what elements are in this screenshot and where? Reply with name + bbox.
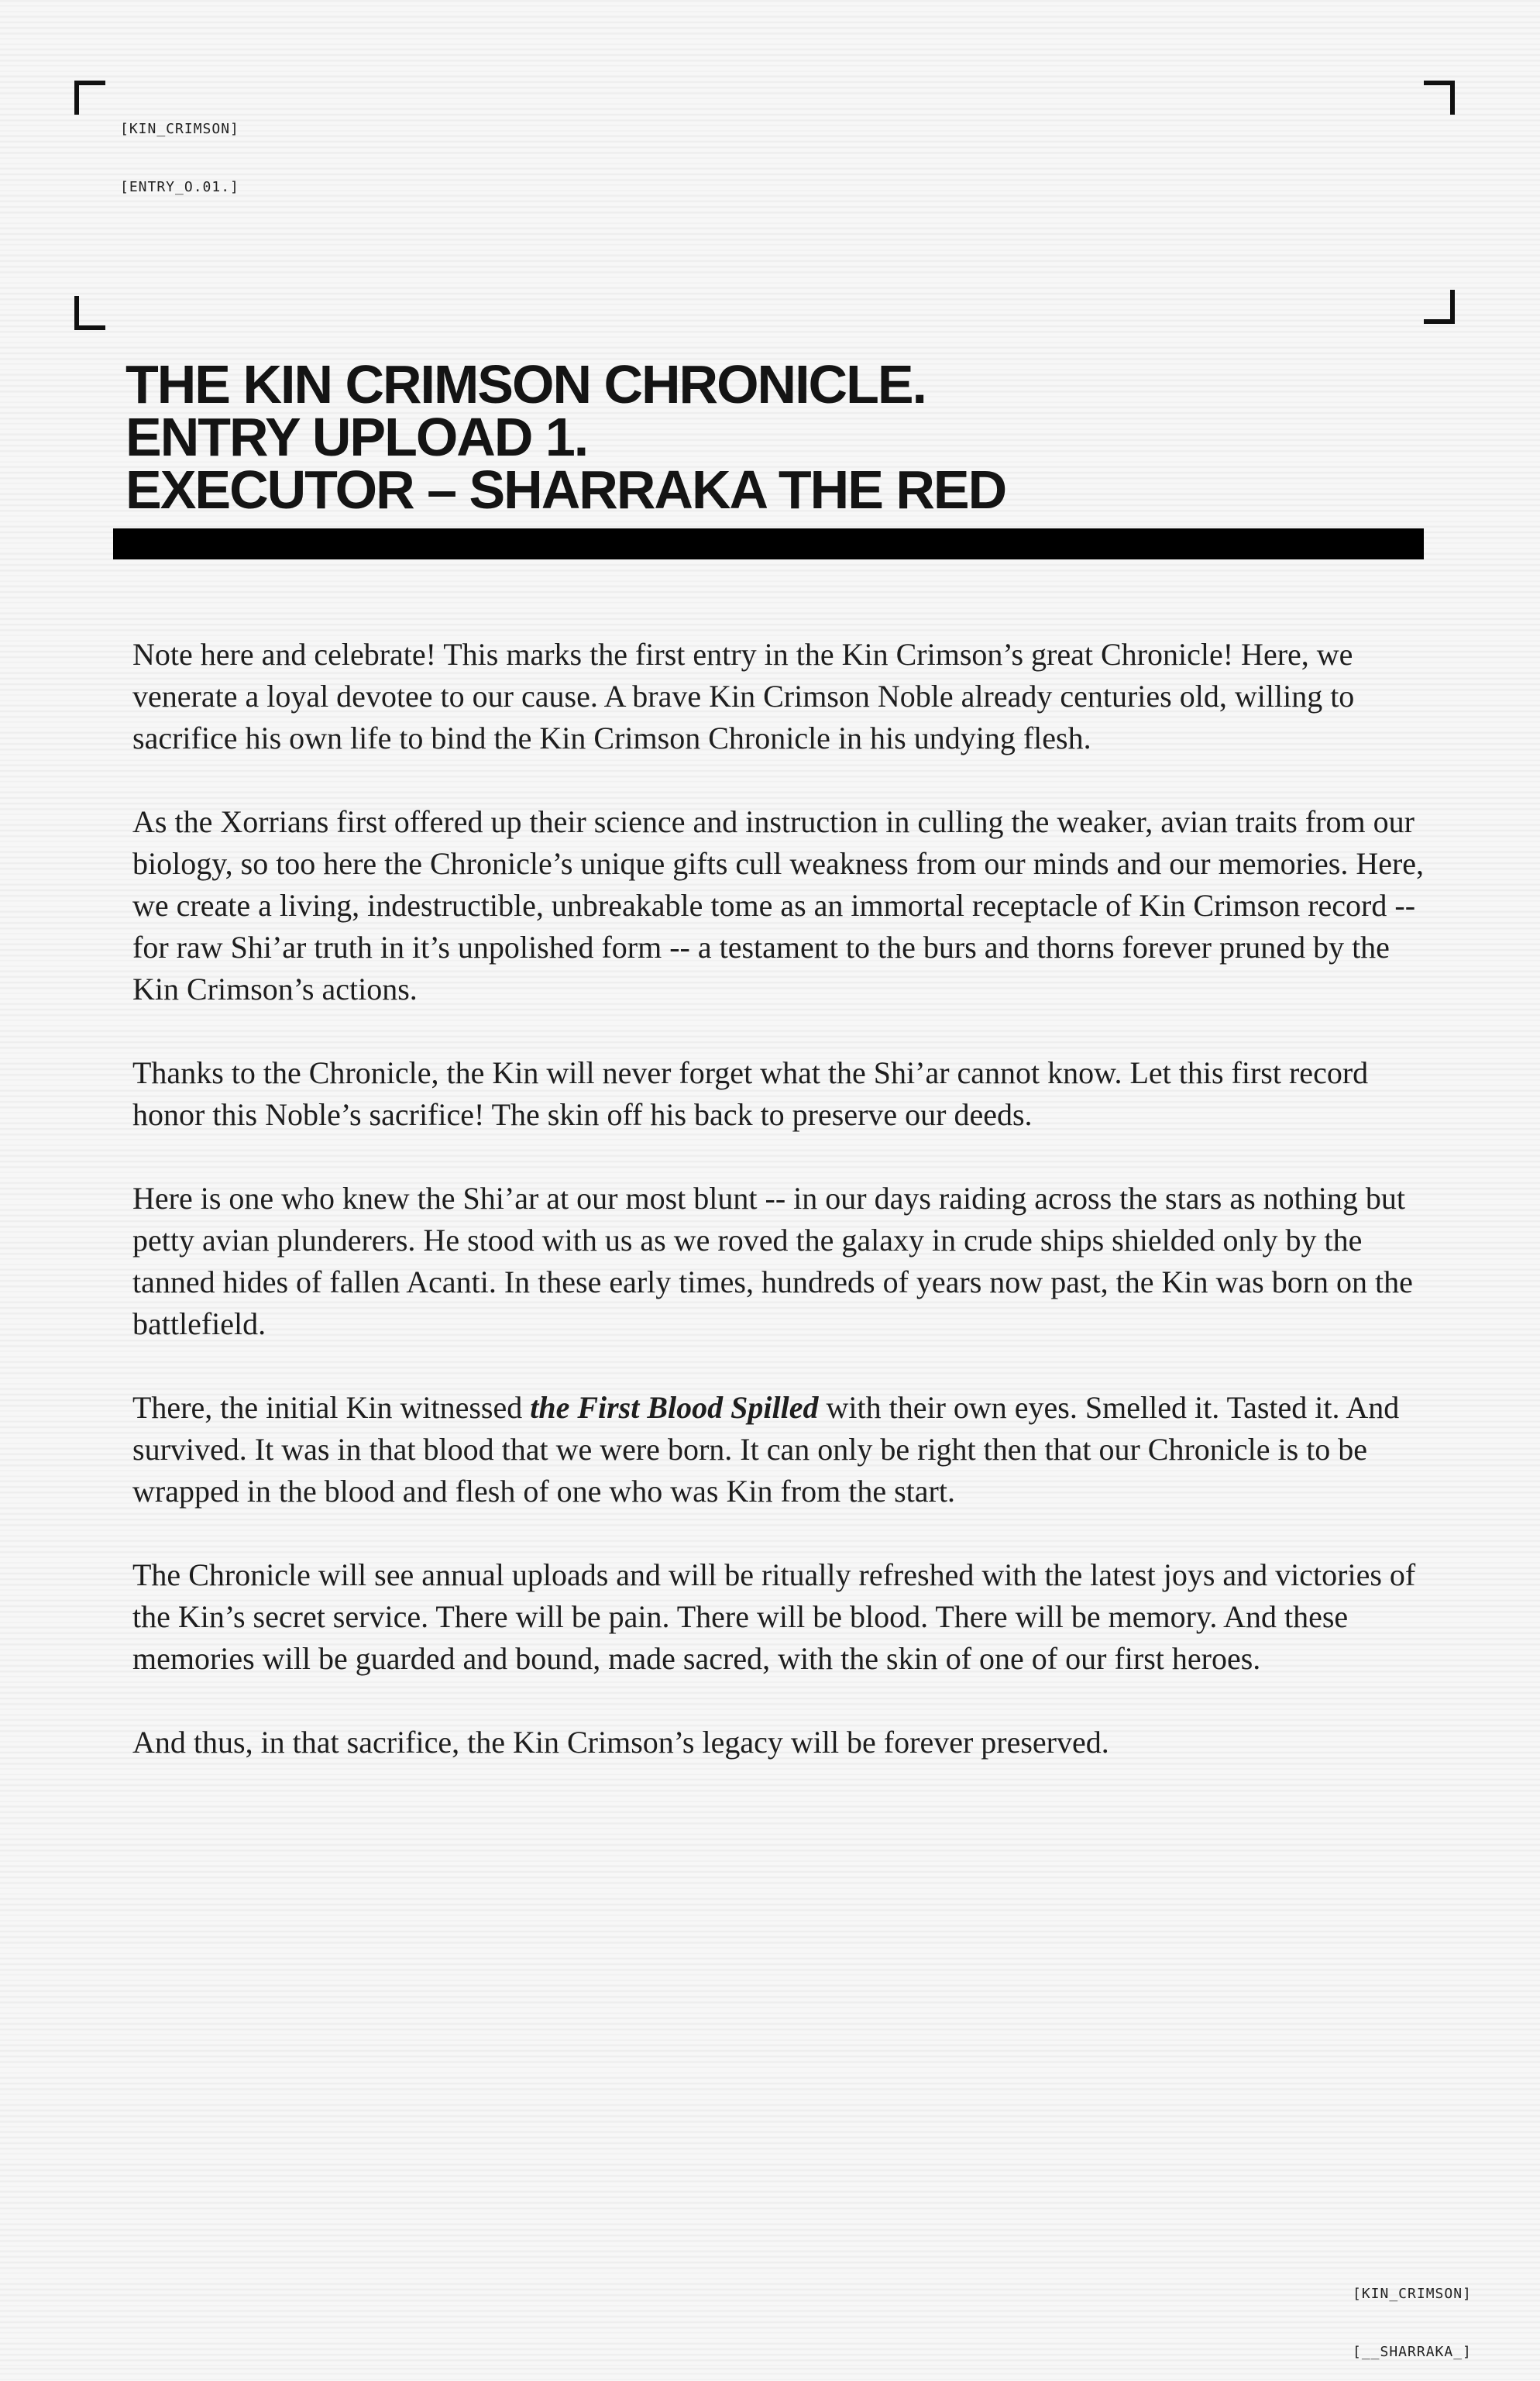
- corner-bracket-bottom-left: [74, 296, 105, 330]
- footer-tag-line-2: [__SHARRAKA_]: [1353, 2344, 1472, 2360]
- paragraph-7: And thus, in that sacrifice, the Kin Crimson’s legacy will be forever preserved.: [132, 1725, 1109, 1760]
- corner-bracket-top-right: [1424, 81, 1455, 115]
- header-tag-line-1: [KIN_CRIMSON]: [120, 121, 239, 137]
- title-line-2: ENTRY UPLOAD 1.: [125, 407, 588, 467]
- title-line-3: EXECUTOR – SHARRAKA THE RED: [125, 459, 1006, 520]
- paragraph-5-rest: with their own eyes. Smelled it. Tasted it. And survived. It was in that blood that we were born. It can only be right then that our Chronicle is to be wrapped in the blood and flesh of one who was Kin from the start.: [132, 1390, 1400, 1509]
- title-divider-bar: [113, 528, 1424, 559]
- paragraph-3: Thanks to the Chronicle, the Kin will never forget what the Shi’ar cannot know. Let this first record honor this Noble’s sacrifice! The skin off his back to preserve our deeds.: [132, 1055, 1369, 1132]
- header-tag-line-2: [ENTRY_O.01.]: [120, 179, 239, 195]
- paragraph-5: [132, 1387, 1434, 1512]
- paragraph-1: Note here and celebrate! This marks the first entry in the Kin Crimson’s great Chronicle! Here, we venerate a loyal devotee to our cause. A brave Kin Crimson Noble already centuries old, willing to sacrifice his own life to bind the Kin Crimson Chronicle in his undying flesh.: [132, 637, 1355, 755]
- paragraph-5-emphasis: the First Blood Spilled: [530, 1390, 819, 1425]
- entry-body: [132, 634, 1434, 1805]
- footer-tag-line-1: [KIN_CRIMSON]: [1353, 2286, 1472, 2302]
- title-line-1: THE KIN CRIMSON CHRONICLE.: [125, 354, 926, 415]
- paragraph-4: Here is one who knew the Shi’ar at our most blunt -- in our days raiding across the stars as nothing but petty avian plunderers. He stood with us as we roved the galaxy in crude ships shielded only by the tanned hides of fallen Acanti. In these early times, hundreds of years now past, the Kin was born on the battlefield.: [132, 1181, 1413, 1341]
- paragraph-2: As the Xorrians first offered up their science and instruction in culling the weaker, avian traits from our biology, so too here the Chronicle’s unique gifts cull weakness from our minds and our memories. Here, we create a living, indestructible, unbreakable tome as an immortal receptacle of Kin Crimson record -- for raw Shi’ar truth in it’s unpolished form -- a testament to the burs and thorns forever pruned by the Kin Crimson’s actions.: [132, 804, 1425, 1006]
- corner-bracket-top-left: [74, 81, 105, 115]
- corner-bracket-bottom-right: [1424, 290, 1455, 324]
- page-title: [125, 354, 1006, 520]
- header-tag: [120, 81, 239, 216]
- paragraph-5-lead: There, the initial Kin witnessed: [132, 1390, 531, 1425]
- footer-tag: [1353, 2245, 1472, 2381]
- paragraph-6: The Chronicle will see annual uploads and will be ritually refreshed with the latest joys and victories of the Kin’s secret service. There will be pain. There will be blood. There will be memory. And these memories will be guarded and bound, made sacred, with the skin of one of our first heroes.: [132, 1557, 1416, 1676]
